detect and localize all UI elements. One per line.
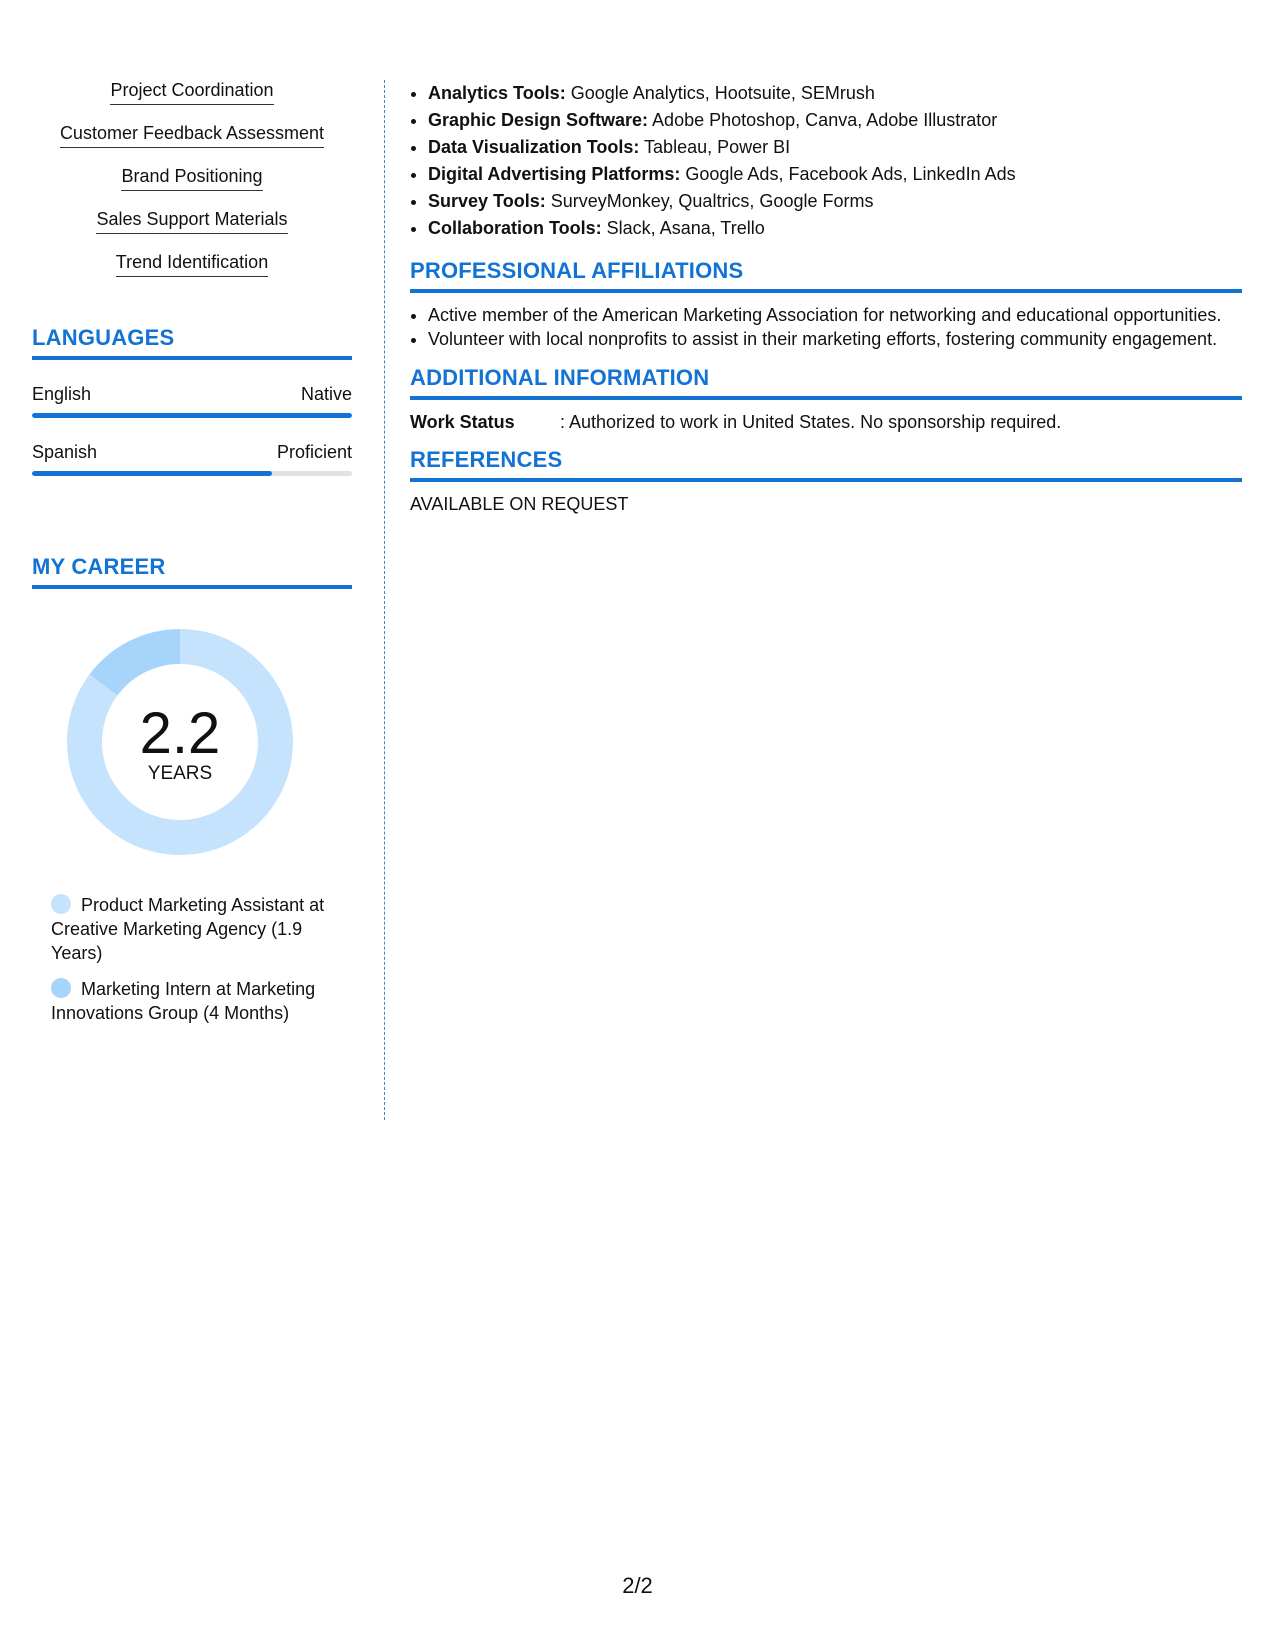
additional-info-heading: ADDITIONAL INFORMATION <box>410 365 1242 400</box>
legend-item <box>51 893 331 965</box>
career-legend <box>51 893 331 1025</box>
tool-category: Collaboration Tools: <box>428 218 602 238</box>
list-item <box>428 107 1242 134</box>
skills-list <box>32 80 352 295</box>
affiliations-heading: PROFESSIONAL AFFILIATIONS <box>410 258 1242 293</box>
tool-values: Slack, Asana, Trello <box>601 218 765 238</box>
tool-category: Data Visualization Tools: <box>428 137 640 157</box>
language-name: English <box>32 384 92 404</box>
list-item: • Volunteer with local nonprofits to assist in their marketing efforts, fostering community engagement. <box>428 327 1242 351</box>
donut-center <box>67 629 293 855</box>
legend-label: Product Marketing Assistant at Creative Marketing Agency (1.9 Years) <box>51 895 325 963</box>
skill-item: Trend Identification <box>116 252 268 277</box>
language-level: Proficient <box>276 442 352 462</box>
work-status-value: : Authorized to work in United States. No sponsorship required. <box>560 412 1062 432</box>
list-item: • Active member of the American Marketing Association for networking and educational opportunities. <box>428 303 1242 327</box>
career-years-label: YEARS <box>147 763 213 784</box>
list-item <box>428 161 1242 188</box>
tool-category: Analytics Tools: <box>428 83 566 103</box>
list-item <box>428 188 1242 215</box>
skill-item: Brand Positioning <box>121 166 262 191</box>
legend-label: Marketing Intern at Marketing Innovations Group (4 Months) <box>51 979 316 1023</box>
language-name: Spanish <box>32 442 98 462</box>
references-heading: REFERENCES <box>410 447 1242 482</box>
skill-item: Project Coordination <box>110 80 273 105</box>
list-item <box>428 80 1242 107</box>
language-bar <box>32 471 352 476</box>
career-donut-chart <box>67 629 293 855</box>
language-bar-fill <box>32 471 272 476</box>
column-divider <box>384 80 385 1120</box>
legend-dot-icon <box>51 894 71 914</box>
tool-category: Digital Advertising Platforms: <box>428 164 681 184</box>
legend-dot-icon <box>51 978 71 998</box>
career-heading: MY CAREER <box>32 554 352 589</box>
tool-values: Adobe Photoshop, Canva, Adobe Illustrator <box>648 110 998 130</box>
tool-values: Google Analytics, Hootsuite, SEMrush <box>565 83 875 103</box>
page-number: 2/2 <box>622 1573 653 1598</box>
tool-category: Graphic Design Software: <box>428 110 649 130</box>
right-column <box>410 80 1242 515</box>
left-column <box>32 80 352 1037</box>
tool-values: Tableau, Power BI <box>639 137 791 157</box>
skill-item: Customer Feedback Assessment <box>60 123 324 148</box>
work-status-row <box>410 412 1242 433</box>
list-item <box>428 134 1242 161</box>
tool-category: Survey Tools: <box>428 191 546 211</box>
language-bar <box>32 413 352 418</box>
work-status-label: Work Status <box>410 412 515 432</box>
list-item <box>428 215 1242 242</box>
career-total-years: 2.2 <box>139 701 221 766</box>
tool-values: Google Ads, Facebook Ads, LinkedIn Ads <box>680 164 1016 184</box>
skill-item: Sales Support Materials <box>96 209 287 234</box>
language-bar-fill <box>32 413 352 418</box>
tool-values: SurveyMonkey, Qualtrics, Google Forms <box>545 191 874 211</box>
affiliations-list <box>410 303 1242 351</box>
language-english <box>32 384 352 418</box>
language-level: Native <box>300 384 352 404</box>
language-spanish <box>32 442 352 476</box>
references-text: AVAILABLE ON REQUEST <box>410 494 629 514</box>
languages-heading: LANGUAGES <box>32 325 352 360</box>
legend-item <box>51 977 331 1025</box>
tools-list <box>410 80 1242 242</box>
